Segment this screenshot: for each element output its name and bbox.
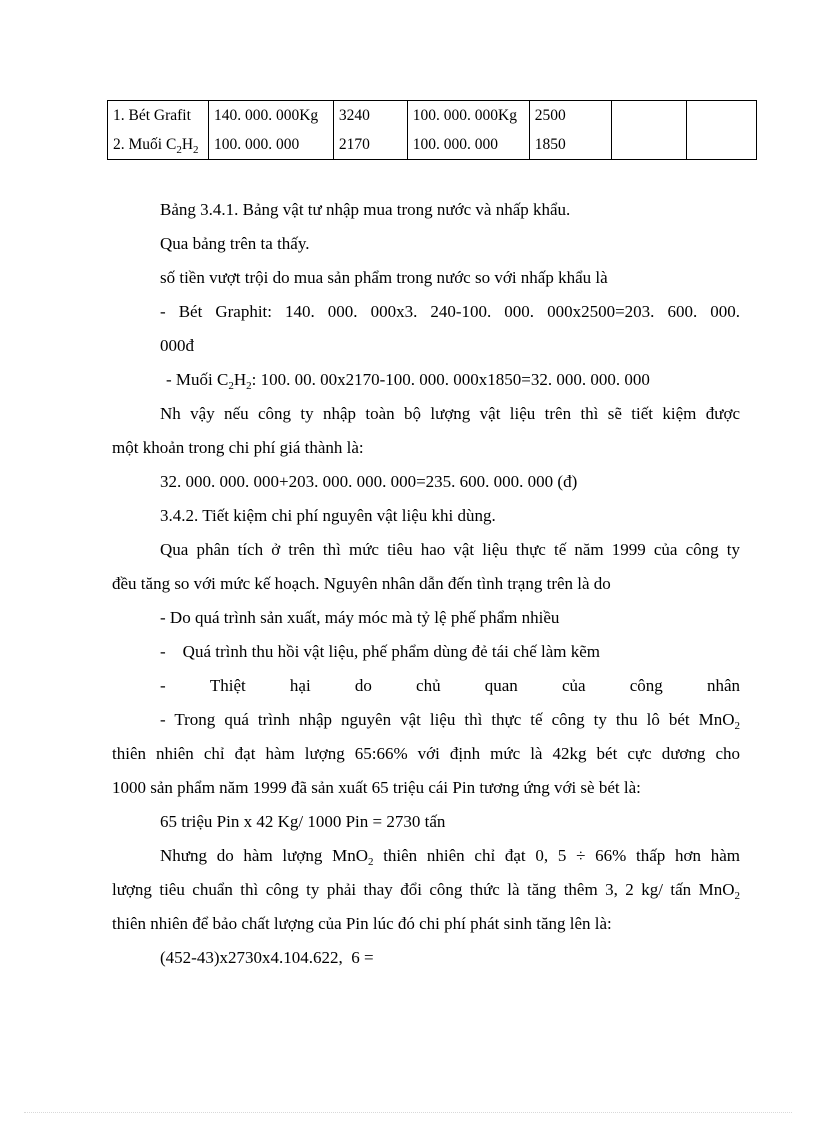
list-item: - Do quá trình sản xuất, máy móc mà tỷ lệ phế phẩm nhiều <box>160 608 560 627</box>
paragraph: 000đ <box>160 336 194 355</box>
list-item: - Thiệt hại do chủ quan của công nhân <box>160 676 740 695</box>
paragraph: 1000 sản phẩm năm 1999 đã sản xuất 65 triệu cái Pin tương ứng với sè bét là: <box>112 778 641 797</box>
cell-import-price: 2500 <box>529 101 611 131</box>
section-heading: 3.4.2. Tiết kiệm chi phí nguyên vật liệu khi dùng. <box>160 506 496 525</box>
cell-empty <box>611 101 687 131</box>
formula: (452-43)x2730x4.104.622, 6 = <box>160 948 374 967</box>
paragraph: Nhưng do hàm lượng MnO$_2$ thiên nhiên chỉ đạt 0, 5 ÷ 66% thấp hơn hàm <box>160 846 740 868</box>
cell-empty <box>687 101 757 131</box>
paragraph: thiên nhiên để bảo chất lượng của Pin lúc đó chi phí phát sinh tăng lên là: <box>112 914 612 933</box>
cell-import-qty: 100. 000. 000Kg <box>407 101 529 131</box>
paragraph: một khoản trong chi phí giá thành là: <box>112 438 364 457</box>
cell-name: 2. Muối $C_2H_2$ <box>108 130 209 160</box>
paragraph: Qua phân tích ở trên thì mức tiêu hao vật liệu thực tế năm 1999 của công ty <box>160 540 740 559</box>
materials-table <box>107 100 757 160</box>
table-row <box>108 130 757 160</box>
paragraph: - Muối $C_2H_2$: 100. 00. 00x2170-100. 000. 000x1850=32. 000. 000. 000 <box>166 370 650 392</box>
paragraph: - Trong quá trình nhập nguyên vật liệu thì thực tế công ty thu lô bét MnO$_2$ <box>160 710 740 732</box>
table-caption: Bảng 3.4.1. Bảng vật tư nhập mua trong nước và nhấp khẩu. <box>160 200 571 219</box>
list-item: - Quá trình thu hồi vật liệu, phế phẩm dùng đẻ tái chế làm kẽm <box>160 642 600 661</box>
cell-domestic-qty: 140. 000. 000Kg <box>208 101 333 131</box>
cell-empty <box>611 130 687 160</box>
cell-domestic-price: 3240 <box>333 101 407 131</box>
paragraph: lượng tiêu chuẩn thì công ty phải thay đổi công thức là tăng thêm 3, 2 kg/ tấn MnO$_2$ <box>112 880 740 902</box>
table-row <box>108 101 757 131</box>
paragraph: đều tăng so với mức kế hoạch. Nguyên nhân dẫn đến tình trạng trên là do <box>112 574 611 593</box>
formula: 65 triệu Pin x 42 Kg/ 1000 Pin = 2730 tấn <box>160 812 446 831</box>
cell-import-price: 1850 <box>529 130 611 160</box>
paragraph: - Bét Graphit: 140. 000. 000x3. 240-100. 000. 000x2500=203. 600. 000. <box>160 302 740 321</box>
cell-name: 1. Bét Grafit <box>108 101 209 131</box>
footer-divider <box>24 1112 792 1113</box>
cell-domestic-price: 2170 <box>333 130 407 160</box>
cell-empty <box>687 130 757 160</box>
cell-import-qty: 100. 000. 000 <box>407 130 529 160</box>
paragraph: số tiền vượt trội do mua sản phẩm trong nước so với nhấp khẩu là <box>160 268 608 287</box>
paragraph: Qua bảng trên ta thấy. <box>160 234 310 253</box>
paragraph: Nh vậy nếu công ty nhập toàn bộ lượng vật liệu trên thì sẽ tiết kiệm được <box>160 404 740 423</box>
paragraph: thiên nhiên chỉ đạt hàm lượng 65:66% với định mức là 42kg bét cực dương cho <box>112 744 740 763</box>
formula: 32. 000. 000. 000+203. 000. 000. 000=235. 600. 000. 000 (đ) <box>160 472 578 491</box>
cell-domestic-qty: 100. 000. 000 <box>208 130 333 160</box>
